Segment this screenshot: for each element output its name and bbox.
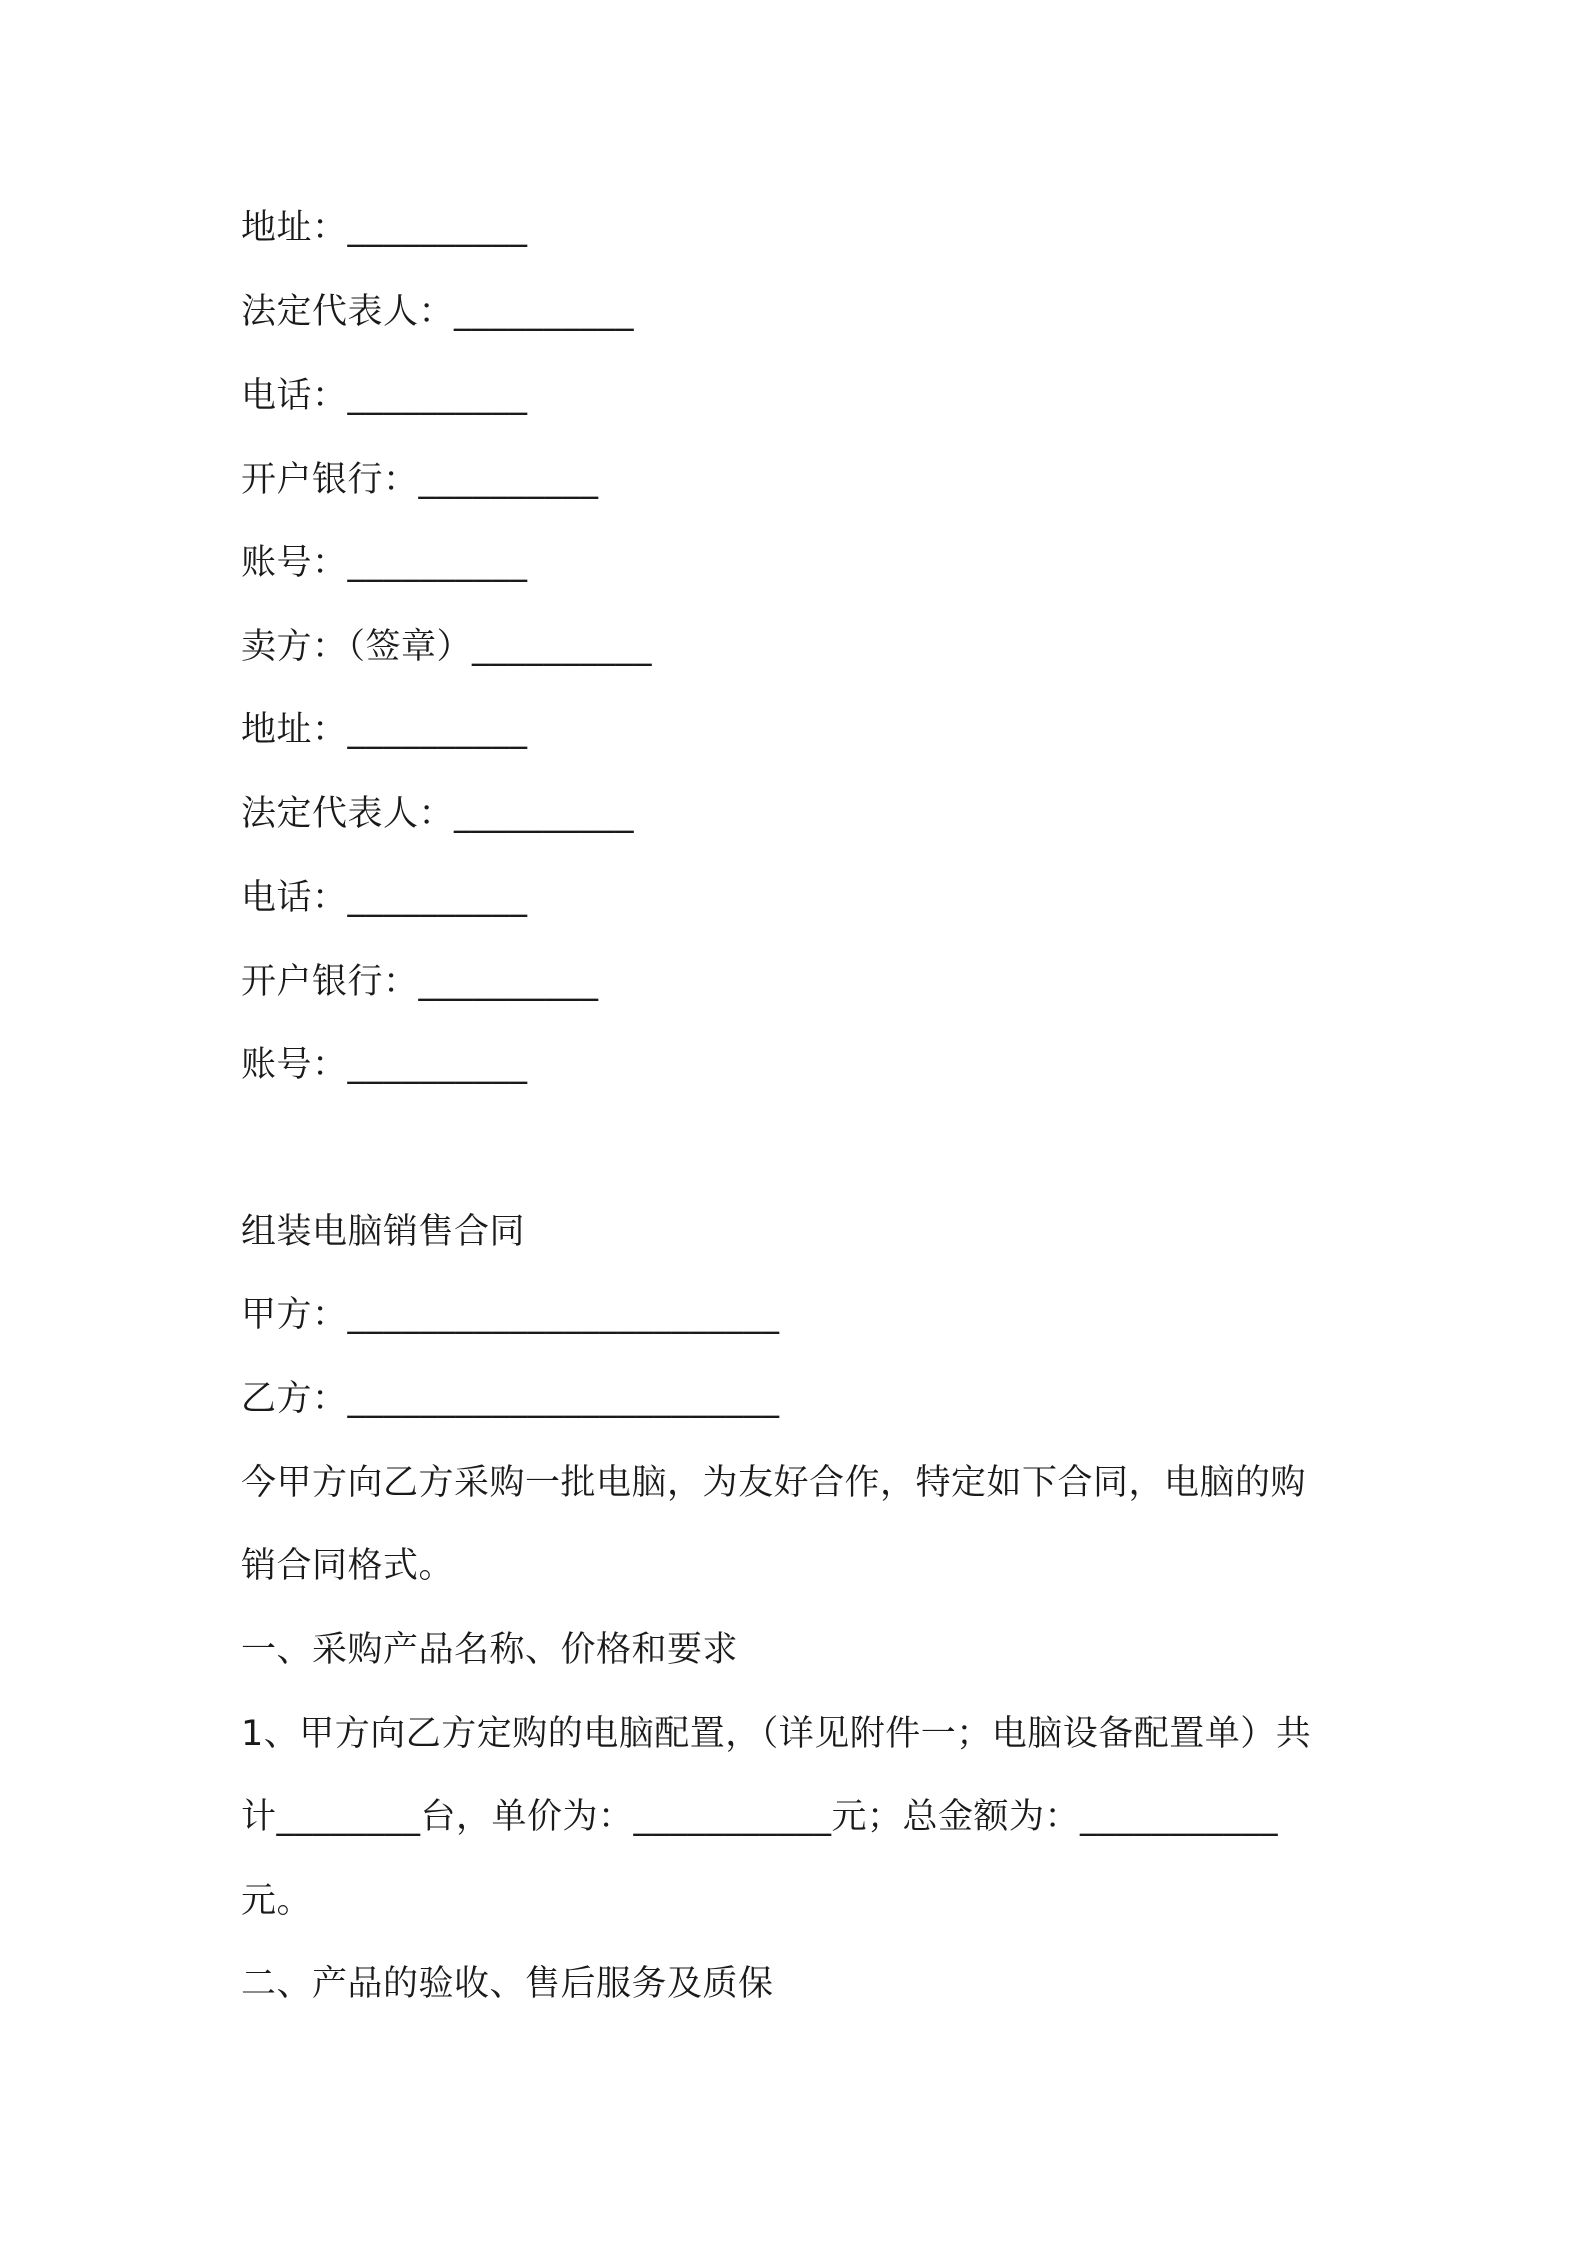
seller-signature-line: 卖方：（签章）__________ xyxy=(241,627,653,667)
clause-1-line-1: 1、甲方向乙方定购的电脑配置，（详见附件一；电脑设备配置单）共 xyxy=(241,1714,1312,1754)
intro-paragraph-line-2: 销合同格式。 xyxy=(241,1546,455,1586)
section-two-heading: 二、产品的验收、售后服务及质保 xyxy=(241,1964,774,2004)
seller-legal-rep-line: 法定代表人：__________ xyxy=(241,794,635,834)
seller-bank-line: 开户银行：__________ xyxy=(241,962,599,1002)
buyer-phone-line: 电话：__________ xyxy=(241,376,528,416)
clause-1-line-2: 计________台，单价为：___________元；总金额为：___________ xyxy=(241,1797,1279,1837)
buyer-bank-line: 开户银行：__________ xyxy=(241,460,599,500)
section-one-heading: 一、采购产品名称、价格和要求 xyxy=(241,1630,739,1670)
party-a-line: 甲方：________________________ xyxy=(241,1295,780,1335)
seller-phone-line: 电话：__________ xyxy=(241,878,528,918)
party-b-line: 乙方：________________________ xyxy=(241,1379,780,1419)
clause-1-line-3: 元。 xyxy=(241,1881,313,1921)
seller-address-line: 地址：__________ xyxy=(241,710,528,750)
buyer-account-line: 账号：__________ xyxy=(241,543,528,583)
buyer-legal-rep-line: 法定代表人：__________ xyxy=(241,292,635,332)
buyer-address-line: 地址：__________ xyxy=(241,208,528,248)
seller-account-line: 账号：__________ xyxy=(241,1045,528,1085)
intro-paragraph-line-1: 今甲方向乙方采购一批电脑，为友好合作，特定如下合同，电脑的购 xyxy=(241,1463,1307,1503)
contract-title: 组装电脑销售合同 xyxy=(241,1212,526,1252)
